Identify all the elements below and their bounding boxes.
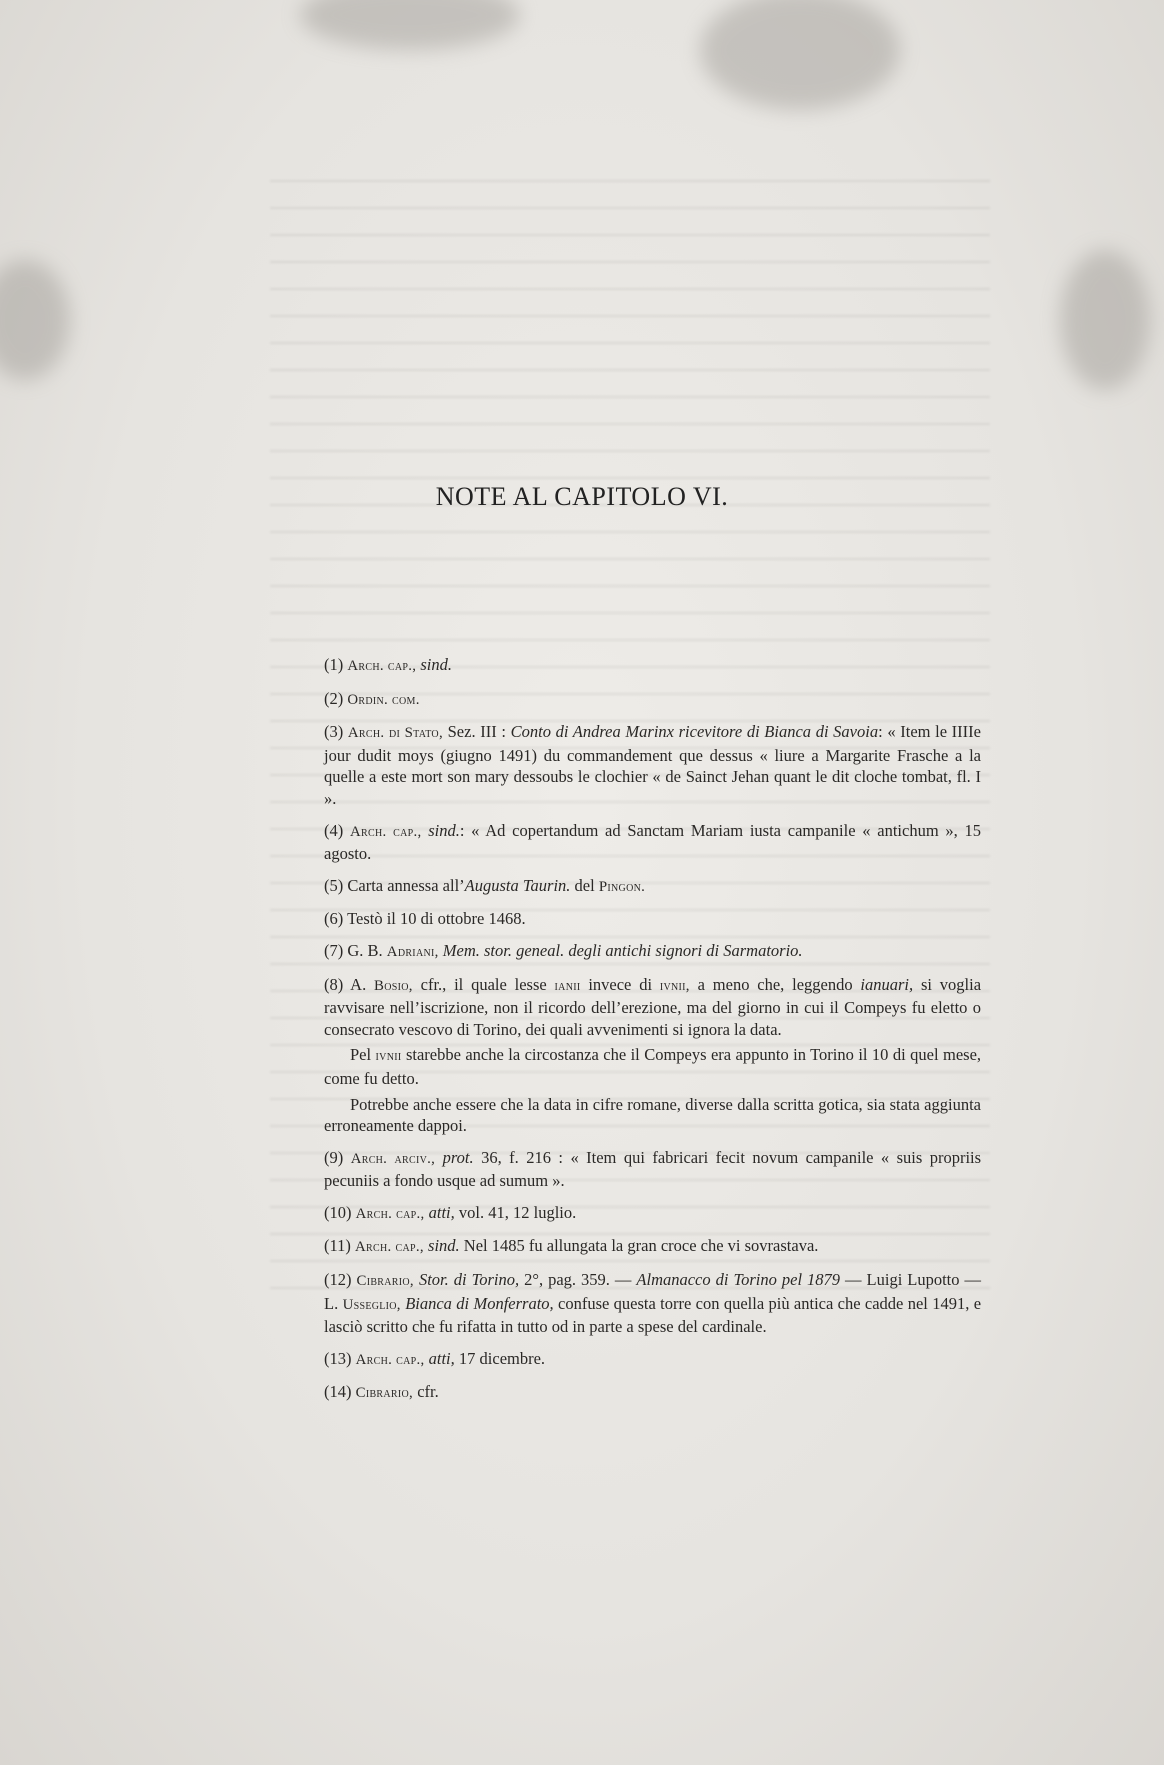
note-number: (10) [324, 1202, 352, 1222]
note-text: invece di [588, 974, 653, 994]
note-11 [324, 1235, 981, 1259]
note-6 [324, 908, 981, 930]
note-source: Arch. arciv., [350, 1150, 436, 1167]
note-italic: atti, [428, 1348, 455, 1368]
notes-list [324, 654, 981, 1415]
note-source: Arch. cap., [355, 1205, 425, 1222]
note-source: Arch. di Stato, [347, 725, 443, 742]
stain-top [300, 0, 520, 50]
note-text: A. [350, 974, 367, 994]
note-text: : « Ad copertandum ad Sanctam Mariam iusta campanile « antichum », 15 agosto. [324, 820, 981, 864]
note-number: (11) [324, 1236, 351, 1256]
note-number: (12) [324, 1270, 352, 1290]
stain-top-right [700, 0, 900, 110]
note-8 [324, 974, 981, 1137]
note-source: Cibrario, [356, 1273, 414, 1290]
note-9 [324, 1147, 981, 1192]
note-2 [324, 688, 981, 712]
note-text: Testò il 10 di ottobre 1468. [347, 909, 526, 929]
stain-left [0, 260, 70, 380]
note-1 [324, 654, 981, 678]
note-12 [324, 1269, 981, 1338]
note-source: Cibrario, [355, 1385, 414, 1402]
note-text: confuse questa torre con quella più antica che cadde nel 1491, e lasciò scritto che fu rifatta in tutto od in parte a spese del cardinale. [324, 1293, 982, 1337]
note-source: Bosio, [374, 977, 413, 994]
note-text: Pel [350, 1045, 372, 1065]
note-italic: atti, [428, 1202, 455, 1222]
note-smallcaps: ianii [554, 977, 581, 994]
note-source: Ordin. com. [347, 691, 420, 708]
note-number: (13) [324, 1348, 352, 1368]
note-text: starebbe anche la circostanza che il Compeys era appunto in Torino il 10 di quel mese, come fu detto. [324, 1045, 982, 1088]
note-text: Potrebbe anche essere che la data in cifre romane, diverse dalla scritta gotica, sia stata aggiunta erroneamente dappoi. [324, 1094, 981, 1136]
note-smallcaps: ivnii [375, 1048, 402, 1065]
note-source: Arch. cap., [349, 823, 422, 840]
note-number: (14) [324, 1382, 352, 1402]
note-italic: Stor. di Torino, [418, 1270, 520, 1290]
note-4 [324, 820, 981, 865]
stain-right [1060, 250, 1150, 390]
note-number: (6) [324, 909, 344, 929]
note-italic: Conto di Andrea Marinx ricevitore di Bianca di Savoia [510, 722, 879, 742]
note-text: — Luigi Lupotto — L. [324, 1270, 982, 1313]
page-title: NOTE AL CAPITOLO VI. [435, 482, 729, 511]
note-number: (2) [324, 688, 344, 708]
note-italic: sind. [420, 655, 453, 674]
note-source: Arch. cap., [355, 1351, 425, 1368]
note-text: 17 dicembre. [458, 1348, 546, 1368]
note-italic: Mem. stor. geneal. degli antichi signori di Sarmatorio. [442, 940, 803, 960]
note-italic: Bianca di Monferrato, [405, 1293, 554, 1313]
note-3 [324, 721, 981, 809]
note-source: Arch. cap., [355, 1239, 424, 1256]
note-number: (7) [324, 940, 344, 960]
note-number: (5) [324, 875, 344, 895]
note-italic: sind. [428, 820, 460, 840]
note-source: Adriani, [386, 943, 439, 960]
note-text: 2°, pag. 359. — [524, 1270, 632, 1290]
note-source: Pingon. [598, 878, 646, 895]
note-text: G. B. [347, 940, 383, 960]
note-text: a meno che, leggendo [697, 974, 853, 994]
note-number: (3) [324, 722, 344, 742]
note-number: (9) [324, 1147, 344, 1167]
note-5 [324, 875, 981, 899]
note-number: (8) [324, 974, 344, 994]
note-text: si voglia ravvisare nell’iscrizione, non il ricordo dell’erezione, ma del giorno in cui il Compeys fu eletto o consecrato vescovo di Torino, dei quali avvenimenti si ignora la data. [324, 974, 982, 1039]
note-text: vol. 41, 12 luglio. [458, 1202, 577, 1222]
note-italic: Augusta Taurin. [464, 875, 571, 895]
note-quote: : « Item le IIIIe jour dudit moys (giugno 1491) du commandement que dessus « liure a Margarite Frasche a la quelle a este mort son mary dessoubs le clochier « de Sainct Jehan quant le dit cloche tombat, fl. I ». [324, 722, 981, 808]
note-text: del [574, 875, 595, 895]
note-text: 36, f. 216 : « Item qui fabricari fecit novum campanile « suis propriis pecuniis a fondo usque ad sumum ». [324, 1147, 982, 1191]
note-text: Nel 1485 fu allungata la gran croce che vi sovrastava. [463, 1236, 819, 1256]
note-number: (1) [324, 655, 344, 674]
note-italic: prot. [442, 1147, 474, 1167]
note-text: cfr., il quale lesse [420, 974, 547, 994]
note-text: Sez. III : [447, 722, 506, 742]
note-text: cfr. [417, 1382, 439, 1402]
note-source: Arch. cap., [347, 658, 417, 674]
note-number: (4) [324, 820, 344, 840]
note-13 [324, 1348, 981, 1372]
note-14 [324, 1381, 981, 1405]
note-italic: ianuari, [860, 974, 914, 994]
note-7 [324, 940, 981, 964]
note-10 [324, 1202, 981, 1226]
note-text: Carta annessa all’ [347, 875, 465, 895]
note-source: Usseglio, [342, 1296, 401, 1313]
note-italic: Almanacco di Torino pel 1879 [636, 1270, 841, 1290]
note-smallcaps: ivnii, [659, 977, 690, 994]
note-italic: sind. [428, 1236, 460, 1256]
